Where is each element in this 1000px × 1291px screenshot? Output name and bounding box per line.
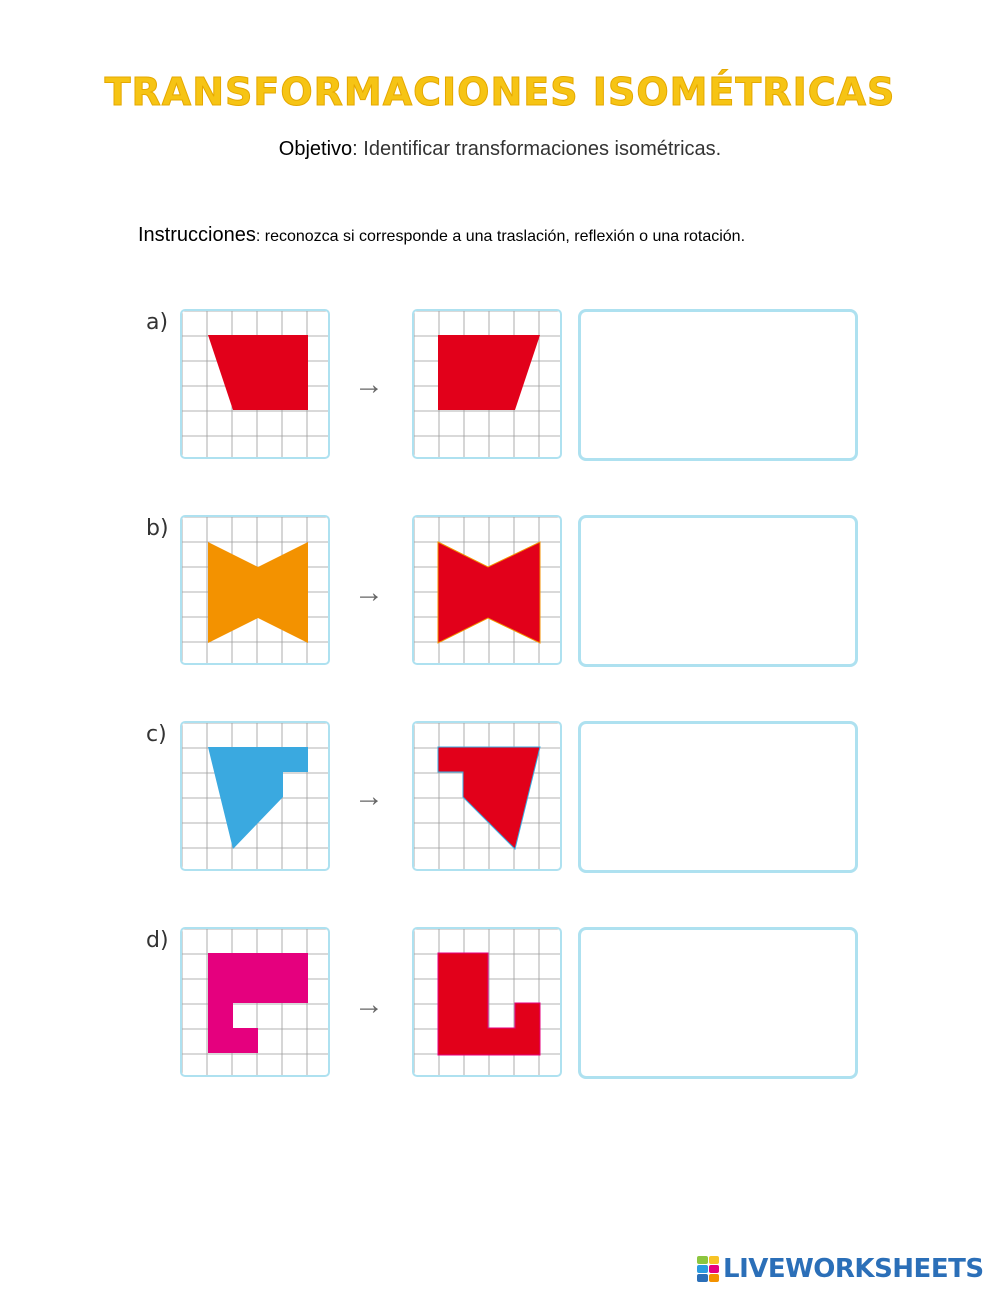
grid-svg — [414, 929, 562, 1077]
objective-line — [0, 138, 1000, 161]
arrow-icon: → — [354, 780, 384, 813]
grid-svg — [414, 311, 562, 459]
shape-transformed-a — [438, 335, 540, 410]
grid-original-d — [180, 927, 330, 1077]
arrow-icon: → — [354, 988, 384, 1021]
objective-label: Objetivo — [278, 138, 353, 160]
arrow-icon: → — [354, 368, 384, 401]
grid-svg — [182, 929, 330, 1077]
grid-svg — [414, 517, 562, 665]
objective-text: : Identificar transformaciones isométricas. — [352, 138, 722, 160]
worksheet-title: TRANSFORMACIONES ISOMÉTRICAS — [104, 70, 896, 114]
grid-transformed-a — [412, 309, 562, 459]
grid-svg — [182, 723, 330, 871]
instructions-line — [138, 224, 745, 247]
answer-box-b[interactable] — [578, 515, 858, 667]
grid-original-a — [180, 309, 330, 459]
liveworksheets-logo-icon — [697, 1256, 719, 1282]
grid-svg — [182, 517, 330, 665]
grid-original-c — [180, 721, 330, 871]
grid-transformed-c — [412, 721, 562, 871]
answer-box-d[interactable] — [578, 927, 858, 1079]
exercise-label-d: d) — [146, 928, 169, 953]
grid-svg — [182, 311, 330, 459]
shape-original-b — [208, 542, 308, 643]
exercise-label-c: c) — [146, 722, 167, 747]
grid-transformed-d — [412, 927, 562, 1077]
shape-original-a — [208, 335, 308, 410]
shape-original-d — [208, 953, 308, 1053]
liveworksheets-logo[interactable] — [697, 1253, 984, 1285]
instructions-text: : reconozca si corresponde a una traslación, reflexión o una rotación. — [255, 228, 746, 245]
grid-svg — [414, 723, 562, 871]
grid-transformed-b — [412, 515, 562, 665]
exercise-label-b: b) — [146, 516, 169, 541]
answer-box-c[interactable] — [578, 721, 858, 873]
answer-box-a[interactable] — [578, 309, 858, 461]
exercise-label-a: a) — [146, 310, 169, 335]
instructions-label: Instrucciones — [138, 224, 256, 246]
logo-text: LIVEWORKSHEETS — [723, 1254, 984, 1284]
grid-original-b — [180, 515, 330, 665]
arrow-icon: → — [354, 576, 384, 609]
